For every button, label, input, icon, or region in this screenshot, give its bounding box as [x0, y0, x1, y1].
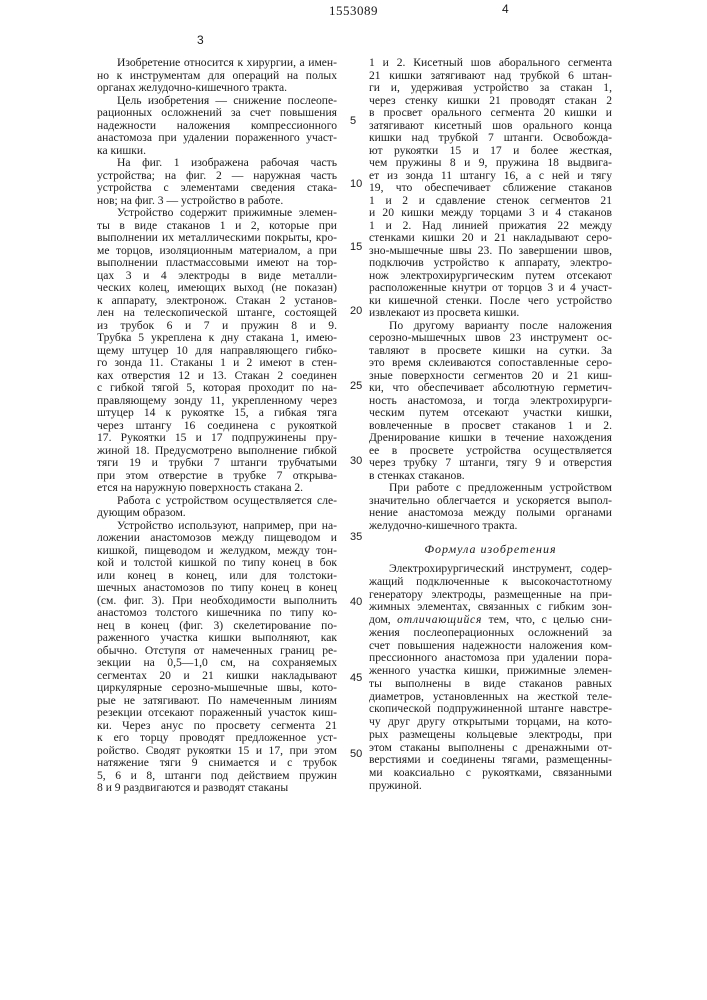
text-line: резекции отсекают пораженный участок киш- — [97, 707, 337, 720]
text-line: кой и толстой кишкой по типу конец в бок — [97, 557, 337, 570]
text-line: пружиной. — [369, 780, 612, 793]
line-number: 25 — [350, 380, 362, 392]
line-number: 35 — [350, 531, 362, 543]
text-line: или конец в конец, или для толстоки- — [97, 570, 337, 583]
text-line: ки. Через анус по просвету сегмента 21 — [97, 720, 337, 733]
text-line: ки кишечной стенки. После чего устройство — [369, 295, 612, 308]
text-line: ка кишки. — [97, 145, 337, 158]
text-line: анастомоз толстого кишечника по типу ко- — [97, 607, 337, 620]
text-line: 5, 6 и 8, штанги под действием пружин — [97, 770, 337, 783]
text-line: устройства с элементами сведения стака- — [97, 182, 337, 195]
text-line: стенками кишки 20 и 21 накладывают серо- — [369, 232, 612, 245]
text-line: ложении анастомозов между пищеводом и — [97, 532, 337, 545]
text-line: надежности наложения компрессионного — [97, 120, 337, 133]
text-line: это время склеиваются сопоставленные серо- — [369, 357, 612, 370]
text-line: лен на телескопической штанге, состоящей — [97, 307, 337, 320]
text-line — [369, 614, 612, 627]
text-line: На фиг. 1 изображена рабочая часть — [97, 157, 337, 170]
text-line: Работа с устройством осуществляется сле- — [97, 495, 337, 508]
text-line: счет повышения надежности наложения ком- — [369, 640, 612, 653]
text-line: подключив устройство к аппарату, электро- — [369, 257, 612, 270]
text-line: ее в просвете устройства осуществляется — [369, 445, 612, 458]
text-line: и 20 кишки между торцами 3 и 4 стаканов — [369, 207, 612, 220]
text-line: 1 и 2 и сдавление стенок сегментов 21 — [369, 195, 612, 208]
emphasized-term: отличающийся — [397, 613, 482, 626]
text-line: к аппарату, электронож. Стакан 2 установ- — [97, 295, 337, 308]
text-line: прессионного анастомоза при удалении пора- — [369, 652, 612, 665]
text-line: ках отверстия 12 и 13. Стакан 2 соединен — [97, 370, 337, 383]
text-line: цах 3 и 4 электроды в виде металли- — [97, 270, 337, 283]
text-line: 1 и 2. Кисетный шов аборального сегмента — [369, 57, 612, 70]
text-line: го зонда 11. Стаканы 1 и 2 имеют в стен- — [97, 357, 337, 370]
text-line: При работе с предложенным устройством — [369, 482, 612, 495]
text-line: Цель изобретения — снижение послеопе- — [97, 95, 337, 108]
text-line: желудочно-кишечного тракта. — [369, 520, 612, 533]
text-line: в стенках стаканов. — [369, 470, 612, 483]
text-line: из трубок 6 и 7 и пружин 8 и 9. — [97, 320, 337, 333]
text-line: расположенные кнутри от торцов 3 и 4 участ- — [369, 282, 612, 295]
text-line: зные поверхности сегментов 20 и 21 киш- — [369, 370, 612, 383]
text-line: 21 кишки затягивают над трубкой 6 штан- — [369, 70, 612, 83]
text-line: затягивают кисетный шов орального конца — [369, 120, 612, 133]
text-line: ме торцов, изоляционным материалом, а при — [97, 245, 337, 258]
text-line: нение анастомоза между полыми органами — [369, 507, 612, 520]
text-line: 19, что обеспечивает сближение стаканов — [369, 182, 612, 195]
text-line: тавляют в просвете кишки на сутки. За — [369, 345, 612, 358]
text-line: сегментах 20 и 21 кишки накладывают — [97, 670, 337, 683]
text-line: ется на наружную поверхность стакана 2. — [97, 482, 337, 495]
text-line: этом стаканы выполнены с дренажными от- — [369, 742, 612, 755]
left-text-column — [97, 57, 337, 795]
formula-heading: Формула изобретения — [369, 542, 612, 556]
text-line: щему штуцер 10 для направляющего гибко- — [97, 345, 337, 358]
line-number: 10 — [350, 178, 362, 190]
text-line: через штангу 16 соединена с рукояткой — [97, 420, 337, 433]
line-number: 40 — [350, 596, 362, 608]
text-line: Устройство используют, например, при на- — [97, 520, 337, 533]
text-segment: дом, — [369, 613, 397, 626]
line-number: 45 — [350, 672, 362, 684]
text-line: жения послеоперационных осложнений за — [369, 627, 612, 640]
text-line: диаметров, установленных на жесткой теле- — [369, 691, 612, 704]
text-line: ги и, удерживая устройство за стакан 1, — [369, 82, 612, 95]
text-line: дующим образом. — [97, 507, 337, 520]
text-line: ческим путем отсекают участки кишки, — [369, 407, 612, 420]
line-number: 15 — [350, 241, 362, 253]
text-line: ты выполнены в виде стаканов равных — [369, 678, 612, 691]
text-line: ми коаксиально с рукоятками, связанными — [369, 767, 612, 780]
left-page-number: 3 — [197, 33, 204, 47]
text-line: анастомоза при удалении пораженного участ- — [97, 132, 337, 145]
text-line: нов; на фиг. 3 — устройство в работе. — [97, 195, 337, 208]
text-line: значительно облегчается и ускоряется выпол- — [369, 495, 612, 508]
text-line: ты в виде стаканов 1 и 2, которые при — [97, 220, 337, 233]
text-line: Электрохирургический инструмент, содер- — [369, 563, 612, 576]
text-line: ройство. Сводят рукоятки 15 и 17, при этом — [97, 745, 337, 758]
text-line: Изобретение относится к хирургии, а имен- — [97, 57, 337, 70]
line-number: 50 — [350, 748, 362, 760]
text-line: рых размещены кольцевые электроды, при — [369, 729, 612, 742]
text-line: но к инструментам для операций на полых — [97, 70, 337, 83]
text-line: тяги 19 и трубки 7 штанги трубчатыми — [97, 457, 337, 470]
text-line: серозно-мышечных швов 23 инструмент ос- — [369, 332, 612, 345]
text-line: штуцер 14 к рукоятке 15, а гибкая тяга — [97, 407, 337, 420]
text-line: По другому варианту после наложения — [369, 320, 612, 333]
text-line: чем пружины 8 и 9, пружина 18 выдвига- — [369, 157, 612, 170]
line-number: 30 — [350, 455, 362, 467]
text-line: циркулярные серозно-мышечные швы, кото- — [97, 682, 337, 695]
text-line: раженного участка кишки выполняют, как — [97, 632, 337, 645]
text-line: шечных анастомозов по типу конец в конец — [97, 582, 337, 595]
text-line: кишкой, пищеводом и желудком, между тон- — [97, 545, 337, 558]
text-line: обычно. Отступя от намеченных границ ре- — [97, 645, 337, 658]
text-line: Дренирование кишки в течение нахождения — [369, 432, 612, 445]
text-line: ки, что обеспечивает абсолютную герметич- — [369, 382, 612, 395]
right-text-column — [369, 57, 612, 532]
text-line: устройства; на фиг. 2 — наружная часть — [97, 170, 337, 183]
text-line: правляющему зонду 11, укрепленному через — [97, 395, 337, 408]
text-line: через трубку 7 штанги, тягу 9 и отверстия — [369, 457, 612, 470]
text-line: женного участка кишки, прижимные элемен- — [369, 665, 612, 678]
patent-number: 1553089 — [0, 3, 707, 19]
text-line: к его торцу проводят предложенное уст- — [97, 732, 337, 745]
text-line: выполнении пластмассовыми имеют на тор- — [97, 257, 337, 270]
text-line: при этом отверстие в трубке 7 открыва- — [97, 470, 337, 483]
line-number: 5 — [350, 115, 356, 127]
text-line: зно-мышечные швы 23. По завершении швов, — [369, 245, 612, 258]
text-line: в просвет орального сегмента 20 кишки и — [369, 107, 612, 120]
text-line: (см. фиг. 3). При необходимости выполнить — [97, 595, 337, 608]
text-line: рационных осложнений за счет повышения — [97, 107, 337, 120]
text-line: ет из зонда 11 штангу 16, а с ней и тягу — [369, 170, 612, 183]
text-line: кишки над трубкой 7 штанги. Освобожда- — [369, 132, 612, 145]
text-line: жиной 18. Предусмотрено выполнение гибкой — [97, 445, 337, 458]
text-line: генератору электроды, размещенные на при- — [369, 589, 612, 602]
text-line: жимных элементах, связанных с гибким зон- — [369, 601, 612, 614]
text-line: чу друг другу открытыми торцами, на кото- — [369, 716, 612, 729]
text-line: извлекают из просвета кишки. — [369, 307, 612, 320]
line-number: 20 — [350, 305, 362, 317]
text-line: ческих колец, имеющих выход (не показан) — [97, 282, 337, 295]
text-line: с гибкой тягой 5, которая проходит по на- — [97, 382, 337, 395]
text-line: натяжение тяги 9 снимается и с трубок — [97, 757, 337, 770]
text-line: ность анастомоза, и тогда электрохирурги- — [369, 395, 612, 408]
text-line: через стенку кишки 21 проводят стакан 2 — [369, 95, 612, 108]
text-line: жащий подключенные к высокочастотному — [369, 576, 612, 589]
text-line: Устройство содержит прижимные элемен- — [97, 207, 337, 220]
text-segment: тем, что, с целью сни- — [482, 613, 612, 626]
text-line: ют рукоятки 15 и 17 и более жесткая, — [369, 145, 612, 158]
text-line: выполнении их металлическими покрыты, кро- — [97, 232, 337, 245]
text-line: 8 и 9 раздвигаются и разводят стаканы — [97, 782, 337, 795]
text-line: 1 и 2. Над линией прижатия 22 между — [369, 220, 612, 233]
text-line: нож электрохирургическим путем отсекают — [369, 270, 612, 283]
text-line: верстиями и соединены тягами, размещенны- — [369, 754, 612, 767]
text-line: органах желудочно-кишечного тракта. — [97, 82, 337, 95]
text-line: нец в конец (фиг. 3) скелетирование по- — [97, 620, 337, 633]
text-line: 17. Рукоятки 15 и 17 подпружинены пру- — [97, 432, 337, 445]
claims-text — [369, 563, 612, 793]
text-line: скопической подпружиненной штанге навстре- — [369, 703, 612, 716]
text-line: зекции на 0,5—1,0 см, на сохраняемых — [97, 657, 337, 670]
text-line: вовлеченные в просвет стаканов 1 и 2. — [369, 420, 612, 433]
text-line: рые не затягивают. По намеченным линиям — [97, 695, 337, 708]
text-line: Трубка 5 укреплена к дну стакана 1, имею- — [97, 332, 337, 345]
right-page-number: 4 — [502, 2, 509, 16]
